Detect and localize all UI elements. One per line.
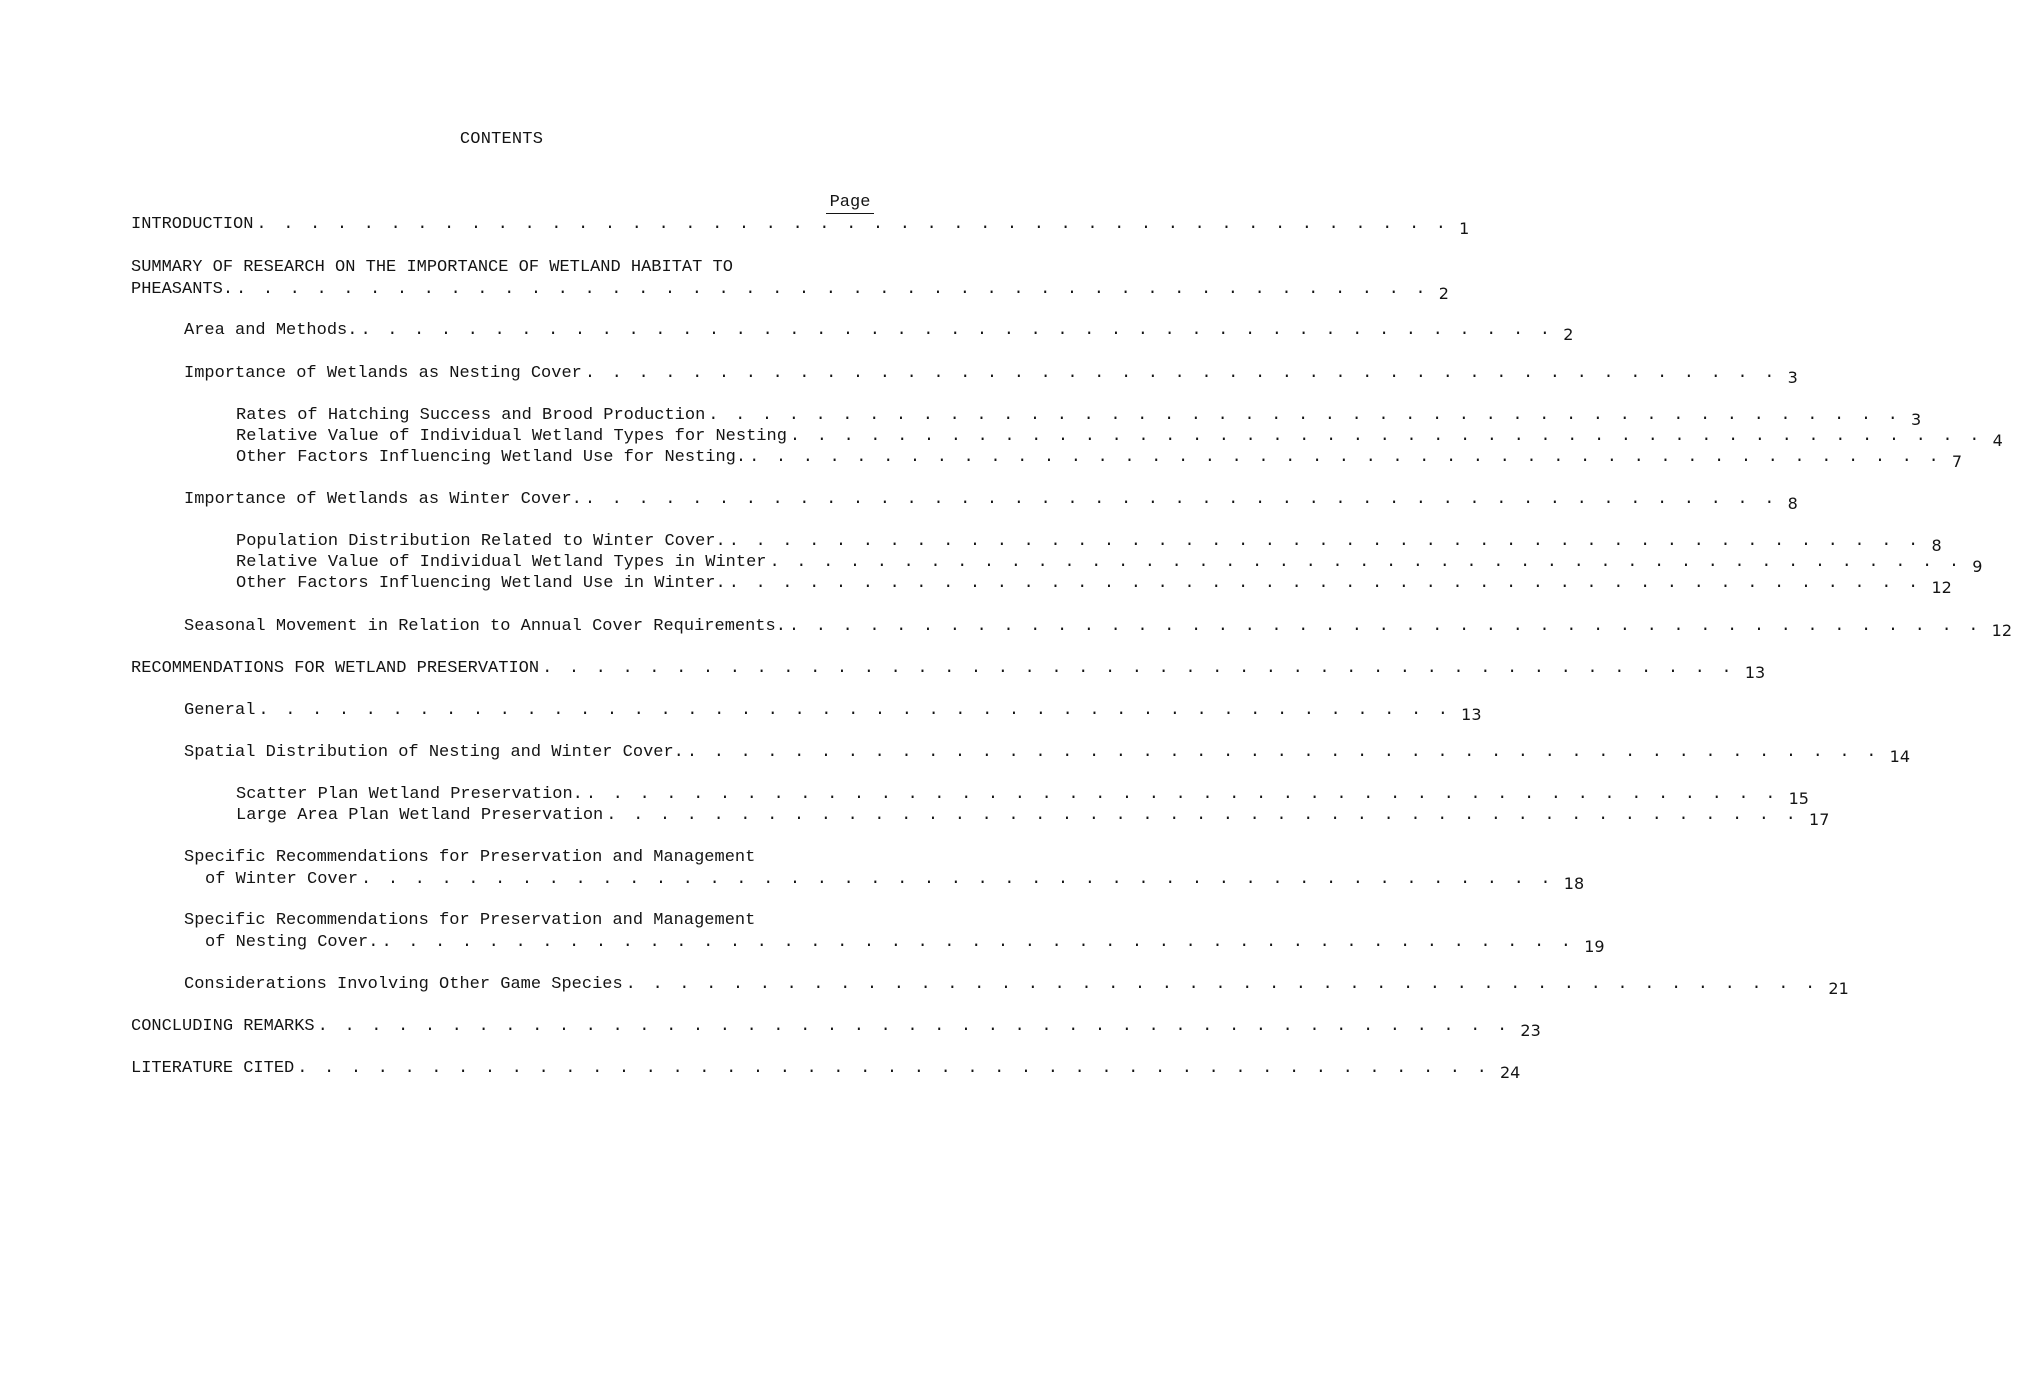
toc-entry-recommendations[interactable] — [131, 657, 1766, 682]
toc-entry-other-factors-nesting[interactable] — [236, 446, 1963, 471]
toc-page-number: 24 — [1499, 1063, 1521, 1082]
toc-entry-nesting-recommendations[interactable] — [205, 931, 1605, 956]
toc-page-number: 9 — [1972, 557, 1983, 576]
toc-page-number: 7 — [1951, 452, 1963, 471]
toc-entry-spatial-distribution[interactable] — [184, 741, 1910, 766]
toc-page-number: 2 — [1563, 325, 1574, 344]
toc-entry-literature-cited[interactable] — [131, 1057, 1521, 1082]
dot-leader: . . . . . . . . . . . . . . . . . . . . . . . . . . . . . . . . . . . . . . . . . . . . . — [256, 215, 1450, 234]
page-column-label: Page — [826, 193, 874, 214]
toc-entry-title: Other Factors Influencing Wetland Use for Nesting. — [236, 448, 747, 467]
toc-entry-title: Large Area Plan Wetland Preservation — [236, 806, 604, 825]
toc-page-number: 21 — [1828, 979, 1849, 998]
toc-entry-general[interactable] — [184, 699, 1482, 724]
toc-page-number: 12 — [1931, 578, 1952, 597]
toc-entry-large-area-plan[interactable] — [236, 804, 1830, 829]
toc-entry-title: Relative Value of Individual Wetland Types in Winter — [236, 553, 767, 572]
toc-entry-title: LITERATURE CITED — [131, 1059, 295, 1078]
toc-entry-title: CONCLUDING REMARKS — [131, 1017, 315, 1036]
toc-entry-hatching-success[interactable] — [236, 404, 1922, 429]
toc-entry-title: Spatial Distribution of Nesting and Winter Cover. — [184, 743, 684, 762]
toc-page-number: 14 — [1889, 747, 1910, 766]
dot-leader: . . . . . . . . . . . . . . . . . . . . . . . . . . . . . . . . . . . . . . . . . . . . . — [728, 574, 1922, 593]
toc-entry-title: Importance of Wetlands as Winter Cover. — [184, 490, 582, 509]
toc-entry-title: of Winter Cover — [205, 870, 359, 889]
toc-page-number: 3 — [1911, 410, 1922, 429]
dot-leader: . . . . . . . . . . . . . . . . . . . . . . . . . . . . . . . . . . . . . . . . . . . . . — [625, 975, 1819, 994]
toc-entry-title: Rates of Hatching Success and Brood Production — [236, 406, 706, 425]
toc-entry-nesting-recommendations-line1[interactable]: Specific Recommendations for Preservation and Management — [184, 911, 756, 930]
dot-leader: . . . . . . . . . . . . . . . . . . . . . . . . . . . . . . . . . . . . . . . . . . . . . — [584, 364, 1778, 383]
toc-page-number: 18 — [1563, 874, 1585, 893]
toc-entry-winter-recommendations-line1[interactable]: Specific Recommendations for Preservation and Management — [184, 848, 756, 867]
toc-entry-title: Area and Methods. — [184, 321, 358, 340]
toc-entry-title: Seasonal Movement in Relation to Annual Cover Requirements. — [184, 617, 786, 636]
toc-entry-area-methods[interactable] — [184, 319, 1574, 344]
toc-page-number: 23 — [1520, 1021, 1541, 1040]
toc-entry-title: Other Factors Influencing Wetland Use in Winter. — [236, 574, 726, 593]
toc-page-number: 19 — [1584, 937, 1605, 956]
dot-leader: . . . . . . . . . . . . . . . . . . . . . . . . . . . . . . . . . . . . . . . . . . . . . — [708, 406, 1902, 425]
toc-entry-title: Importance of Wetlands as Nesting Cover — [184, 364, 582, 383]
toc-page-number: 13 — [1744, 663, 1766, 682]
toc-page-number: 3 — [1787, 368, 1798, 387]
toc-page-number: 8 — [1931, 536, 1942, 555]
dot-leader: . . . . . . . . . . . . . . . . . . . . . . . . . . . . . . . . . . . . . . . . . . . . . — [258, 701, 1452, 720]
dot-leader: . . . . . . . . . . . . . . . . . . . . . . . . . . . . . . . . . . . . . . . . . . . . . — [360, 321, 1554, 340]
toc-page-number: 13 — [1461, 705, 1482, 724]
toc-entry-other-game-species[interactable] — [184, 973, 1849, 998]
toc-entry-nesting-cover[interactable] — [184, 362, 1798, 387]
dot-leader: . . . . . . . . . . . . . . . . . . . . . . . . . . . . . . . . . . . . . . . . . . . . . — [585, 785, 1779, 804]
contents-heading: CONTENTS — [459, 130, 544, 149]
dot-leader: . . . . . . . . . . . . . . . . . . . . . . . . . . . . . . . . . . . . . . . . . . . . . — [297, 1059, 1490, 1078]
dot-leader: . . . . . . . . . . . . . . . . . . . . . . . . . . . . . . . . . . . . . . . . . . . . . — [584, 490, 1778, 509]
toc-entry-scatter-plan[interactable] — [236, 783, 1809, 808]
toc-page-number: 4 — [1992, 431, 2003, 450]
toc-entry-wetland-types-winter[interactable] — [236, 551, 1983, 576]
toc-entry-introduction[interactable] — [131, 213, 1470, 238]
toc-entry-title: RECOMMENDATIONS FOR WETLAND PRESERVATION — [131, 659, 540, 678]
toc-entry-title: Considerations Involving Other Game Species — [184, 975, 623, 994]
dot-leader: . . . . . . . . . . . . . . . . . . . . . . . . . . . . . . . . . . . . . . . . . . . . . — [381, 933, 1575, 952]
toc-entry-winter-recommendations[interactable] — [205, 868, 1585, 893]
toc-entry-concluding-remarks[interactable] — [131, 1015, 1541, 1040]
dot-leader: . . . . . . . . . . . . . . . . . . . . . . . . . . . . . . . . . . . . . . . . . . . . . — [686, 743, 1880, 762]
toc-page-number: 2 — [1438, 284, 1449, 303]
toc-entry-population-distribution[interactable] — [236, 530, 1942, 555]
dot-leader: . . . . . . . . . . . . . . . . . . . . . . . . . . . . . . . . . . . . . . . . . . . . . — [769, 553, 1963, 572]
dot-leader: . . . . . . . . . . . . . . . . . . . . . . . . . . . . . . . . . . . . . . . . . . . . . — [728, 532, 1922, 551]
toc-page-number: 15 — [1788, 789, 1809, 808]
toc-entry-title: INTRODUCTION — [131, 215, 254, 234]
toc-page-number: 8 — [1787, 494, 1798, 513]
toc-entry-title: General — [184, 701, 256, 720]
dot-leader: . . . . . . . . . . . . . . . . . . . . . . . . . . . . . . . . . . . . . . . . . . . . . — [749, 448, 1942, 467]
toc-entry-winter-cover[interactable] — [184, 488, 1798, 513]
toc-entry-title: Scatter Plan Wetland Preservation. — [236, 785, 583, 804]
toc-entry-summary-line1[interactable]: SUMMARY OF RESEARCH ON THE IMPORTANCE OF WETLAND HABITAT TO — [131, 258, 733, 277]
toc-entry-title: of Nesting Cover. — [205, 933, 379, 952]
toc-entry-title: Population Distribution Related to Winter Cover. — [236, 532, 726, 551]
dot-leader: . . . . . . . . . . . . . . . . . . . . . . . . . . . . . . . . . . . . . . . . . . . . . — [361, 870, 1554, 889]
toc-entry-seasonal-movement[interactable] — [184, 615, 2013, 640]
dot-leader: . . . . . . . . . . . . . . . . . . . . . . . . . . . . . . . . . . . . . . . . . . . . . — [789, 427, 1983, 446]
dot-leader: . . . . . . . . . . . . . . . . . . . . . . . . . . . . . . . . . . . . . . . . . . . . . — [788, 617, 1982, 636]
toc-page-number: 1 — [1459, 219, 1470, 238]
toc-page-number: 17 — [1809, 810, 1830, 829]
toc-entry-title: Relative Value of Individual Wetland Types for Nesting — [236, 427, 787, 446]
dot-leader: . . . . . . . . . . . . . . . . . . . . . . . . . . . . . . . . . . . . . . . . . . . . . — [317, 1017, 1511, 1036]
toc-entry-title: PHEASANTS. — [131, 280, 234, 299]
dot-leader: . . . . . . . . . . . . . . . . . . . . . . . . . . . . . . . . . . . . . . . . . . . . . — [236, 280, 1429, 299]
toc-entry-summary[interactable] — [131, 278, 1449, 303]
toc-page-number: 12 — [1991, 621, 2013, 640]
dot-leader: . . . . . . . . . . . . . . . . . . . . . . . . . . . . . . . . . . . . . . . . . . . . . — [606, 806, 1800, 825]
toc-entry-other-factors-winter[interactable] — [236, 572, 1952, 597]
dot-leader: . . . . . . . . . . . . . . . . . . . . . . . . . . . . . . . . . . . . . . . . . . . . . — [542, 659, 1735, 678]
toc-entry-wetland-types-nesting[interactable] — [236, 425, 2003, 450]
